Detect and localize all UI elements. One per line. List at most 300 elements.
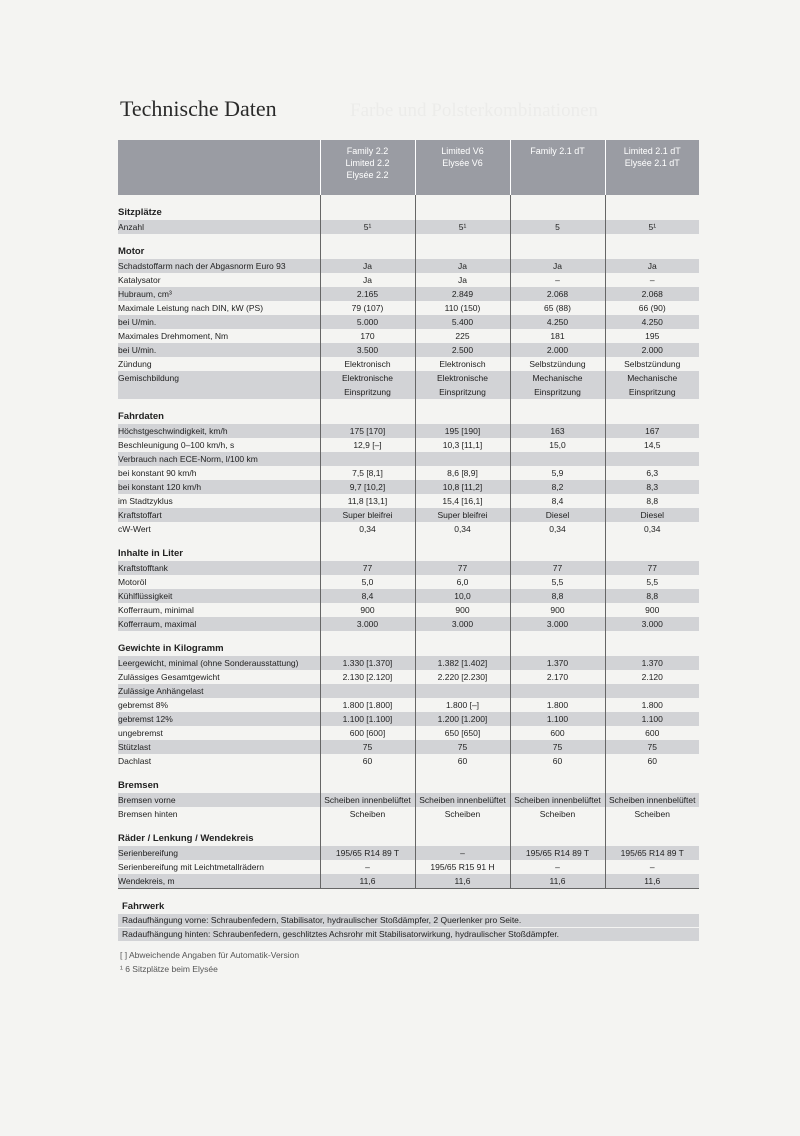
spec-value <box>320 452 415 466</box>
spec-value: 5¹ <box>605 220 699 234</box>
spec-value: 77 <box>415 561 510 575</box>
spec-value: 60 <box>320 754 415 768</box>
spec-label: Wendekreis, m <box>118 874 320 889</box>
spec-label: Serienbereifung <box>118 846 320 860</box>
section-blank-cell <box>320 245 415 259</box>
spec-value: 1.800 <box>605 698 699 712</box>
spec-value: 1.370 <box>510 656 605 670</box>
spec-label: Anzahl <box>118 220 320 234</box>
section-title: Motor <box>118 246 145 257</box>
spec-row <box>118 793 699 807</box>
section-header-row <box>118 206 699 220</box>
section-blank-cell <box>605 245 699 259</box>
section-blank-cell <box>605 206 699 220</box>
spec-row <box>118 807 699 821</box>
spacer-row <box>118 234 699 245</box>
spec-value: 11,6 <box>320 874 415 889</box>
spacer-cell <box>510 821 605 832</box>
spec-value: 66 (90) <box>605 301 699 315</box>
spec-value: 8,8 <box>605 494 699 508</box>
spec-value <box>415 684 510 698</box>
spec-value: 5¹ <box>415 220 510 234</box>
spacer-cell <box>118 195 320 206</box>
spec-value: 900 <box>605 603 699 617</box>
spec-row <box>118 273 699 287</box>
spec-value <box>605 684 699 698</box>
spacer-cell <box>605 631 699 642</box>
spec-value: Selbstzündung <box>605 357 699 371</box>
spacer-cell <box>320 399 415 410</box>
section-blank-cell <box>605 410 699 424</box>
spec-value: 0,34 <box>605 522 699 536</box>
spec-value: 75 <box>320 740 415 754</box>
spec-value: 77 <box>320 561 415 575</box>
fahrwerk-block <box>118 900 699 941</box>
spec-value: 8,3 <box>605 480 699 494</box>
section-header-row <box>118 642 699 656</box>
spec-value: Mechanische Einspritzung <box>605 371 699 399</box>
section-title: Räder / Lenkung / Wendekreis <box>118 833 254 844</box>
spec-value <box>415 452 510 466</box>
spec-value: Scheiben <box>510 807 605 821</box>
spec-label: Katalysator <box>118 275 161 285</box>
spacer-cell <box>320 234 415 245</box>
spacer-cell <box>320 536 415 547</box>
spacer-row <box>118 399 699 410</box>
spec-value: Elektronische Einspritzung <box>415 371 510 399</box>
spec-value: 60 <box>415 754 510 768</box>
spec-value: 1.382 [1.402] <box>415 656 510 670</box>
spec-value: 8,4 <box>510 494 605 508</box>
spec-value: Super bleifrei <box>320 508 415 522</box>
spacer-cell <box>118 399 320 410</box>
spec-value: Diesel <box>510 508 605 522</box>
spec-value: Super bleifrei <box>415 508 510 522</box>
section-blank-cell <box>605 832 699 846</box>
section-blank-cell <box>510 547 605 561</box>
spec-value: 5.000 <box>320 315 415 329</box>
section-header-row <box>118 779 699 793</box>
spec-value: 8,8 <box>510 589 605 603</box>
spec-label: Stützlast <box>118 740 320 754</box>
spec-value: 1.800 [–] <box>415 698 510 712</box>
spec-value: Scheiben innenbelüftet <box>510 793 605 807</box>
header-col-2-line: Elysée V6 <box>442 158 483 168</box>
spec-value: 167 <box>605 424 699 438</box>
header-col-1-line: Limited 2.2 <box>345 158 390 168</box>
spec-value: 2.220 [2.230] <box>415 670 510 684</box>
spec-value: 79 (107) <box>320 301 415 315</box>
spec-value: 1.370 <box>605 656 699 670</box>
section-blank-cell <box>415 410 510 424</box>
spec-value: Elektronisch <box>415 357 510 371</box>
spec-value: 110 (150) <box>415 301 510 315</box>
spec-value: 11,6 <box>605 874 699 889</box>
spec-value: 1.100 <box>510 712 605 726</box>
spec-value: 15,0 <box>510 438 605 452</box>
spacer-cell <box>605 234 699 245</box>
spacer-cell <box>415 399 510 410</box>
spec-row <box>118 698 699 712</box>
section-header-row <box>118 245 699 259</box>
section-title: Sitzplätze <box>118 207 162 218</box>
spec-value: 10,8 [11,2] <box>415 480 510 494</box>
spec-row <box>118 575 699 589</box>
spec-value: 60 <box>510 754 605 768</box>
spec-row <box>118 670 699 684</box>
spacer-cell <box>605 821 699 832</box>
page-title: Technische Daten <box>120 96 277 121</box>
spec-row <box>118 371 699 399</box>
spec-label: Schadstoffarm nach der Abgasnorm Euro 93 <box>118 259 320 273</box>
spec-value: 170 <box>320 329 415 343</box>
spec-value: 5,0 <box>320 575 415 589</box>
spacer-cell <box>605 195 699 206</box>
section-blank-cell <box>510 245 605 259</box>
spec-row <box>118 287 699 301</box>
spec-value: Scheiben <box>415 807 510 821</box>
spacer-cell <box>320 195 415 206</box>
spec-label: Hubraum, cm³ <box>118 287 320 301</box>
spec-label: Höchstgeschwindigkeit, km/h <box>118 424 320 438</box>
spec-value: Scheiben innenbelüftet <box>320 793 415 807</box>
spec-value: 8,4 <box>320 589 415 603</box>
spacer-row <box>118 536 699 547</box>
spec-value: 0,34 <box>510 522 605 536</box>
spec-value: 195/65 R14 89 T <box>605 846 699 860</box>
spec-value: 5 <box>510 220 605 234</box>
ghost-title: Farbe und Polsterkombinationen <box>350 100 599 121</box>
spacer-cell <box>415 821 510 832</box>
spec-value: Elektronisch <box>320 357 415 371</box>
spec-value: 225 <box>415 329 510 343</box>
spec-value: 10,0 <box>415 589 510 603</box>
spec-row <box>118 259 699 273</box>
spec-value: 2.130 [2.120] <box>320 670 415 684</box>
spec-value: 600 <box>510 726 605 740</box>
spec-value: 0,34 <box>320 522 415 536</box>
spec-label: Serienbereifung mit Leichtmetallrädern <box>118 862 264 872</box>
spacer-row <box>118 768 699 779</box>
spec-label: ungebremst <box>118 728 163 738</box>
spec-row <box>118 494 699 508</box>
footnote-elysee: ¹ 6 Sitzplätze beim Elysée <box>120 964 218 974</box>
spec-label: bei konstant 120 km/h <box>118 480 320 494</box>
section-blank-cell <box>320 547 415 561</box>
spec-value: 9,7 [10,2] <box>320 480 415 494</box>
section-blank-cell <box>510 410 605 424</box>
spec-value: – <box>605 860 699 874</box>
spec-value: 2.068 <box>510 287 605 301</box>
spec-label: Beschleunigung 0–100 km/h, s <box>118 440 235 450</box>
spec-value: 163 <box>510 424 605 438</box>
spec-value: – <box>415 846 510 860</box>
spec-row <box>118 480 699 494</box>
spec-value: 3.000 <box>605 617 699 631</box>
header-col-4 <box>605 140 699 195</box>
spec-label: Kraftstoffart <box>118 508 320 522</box>
spec-value: Selbstzündung <box>510 357 605 371</box>
section-blank-cell <box>320 410 415 424</box>
spec-row <box>118 452 699 466</box>
spec-value: 1.200 [1.200] <box>415 712 510 726</box>
spacer-cell <box>605 399 699 410</box>
spec-value: 2.849 <box>415 287 510 301</box>
section-blank-cell <box>320 642 415 656</box>
spec-value: 8,6 [8,9] <box>415 466 510 480</box>
section-title: Bremsen <box>118 780 159 791</box>
spec-label: im Stadtzyklus <box>118 496 173 506</box>
spec-value: 1.330 [1.370] <box>320 656 415 670</box>
section-blank-cell <box>320 206 415 220</box>
spec-value: 10,3 [11,1] <box>415 438 510 452</box>
spec-value: 181 <box>510 329 605 343</box>
section-blank-cell <box>605 779 699 793</box>
spec-value: 12,9 [–] <box>320 438 415 452</box>
spec-label: Gemischbildung <box>118 371 320 399</box>
header-col-4-line: Limited 2.1 dT <box>623 146 681 156</box>
fahrwerk-title: Fahrwerk <box>122 901 165 912</box>
spec-value: 11,8 [13,1] <box>320 494 415 508</box>
section-blank-cell <box>415 642 510 656</box>
spec-label: gebremst 8% <box>118 700 169 710</box>
spec-label: Maximale Leistung nach DIN, kW (PS) <box>118 303 264 313</box>
spec-value: 6,0 <box>415 575 510 589</box>
spec-row <box>118 589 699 603</box>
spec-value: 4.250 <box>510 315 605 329</box>
spec-value: 195/65 R14 89 T <box>320 846 415 860</box>
spec-value: 195 [190] <box>415 424 510 438</box>
section-blank-cell <box>415 206 510 220</box>
section-header-row <box>118 410 699 424</box>
fahrwerk-line-front: Radaufhängung vorne: Schraubenfedern, Stabilisator, hydraulischer Stoßdämpfer, 2 Querlenker pro Seite. <box>118 914 699 927</box>
spec-label: bei konstant 90 km/h <box>118 468 197 478</box>
spec-value: 650 [650] <box>415 726 510 740</box>
section-blank-cell <box>510 206 605 220</box>
spec-row <box>118 357 699 371</box>
spec-value: – <box>605 273 699 287</box>
spec-value: 900 <box>320 603 415 617</box>
spacer-cell <box>320 768 415 779</box>
spec-label: Kraftstofftank <box>118 561 320 575</box>
spec-value: 2.000 <box>605 343 699 357</box>
spacer-row <box>118 631 699 642</box>
spec-value: 900 <box>510 603 605 617</box>
spec-value: 600 [600] <box>320 726 415 740</box>
spec-row <box>118 315 699 329</box>
spec-value: Ja <box>415 259 510 273</box>
spec-value <box>510 684 605 698</box>
spec-row <box>118 329 699 343</box>
header-label-cell <box>118 140 320 195</box>
spec-value: 60 <box>605 754 699 768</box>
spec-value: 5,9 <box>510 466 605 480</box>
spec-row <box>118 874 699 889</box>
spec-value: 11,6 <box>510 874 605 889</box>
spec-value: 2.068 <box>605 287 699 301</box>
spacer-cell <box>118 536 320 547</box>
spacer-cell <box>118 821 320 832</box>
spec-value: 75 <box>605 740 699 754</box>
spacer-cell <box>320 821 415 832</box>
spec-value <box>605 452 699 466</box>
spec-row <box>118 754 699 768</box>
spacer-row <box>118 195 699 206</box>
spec-label: Zündung <box>118 359 152 369</box>
header-col-1-line: Elysée 2.2 <box>346 170 389 180</box>
spec-label: bei U/min. <box>118 343 320 357</box>
spec-value: 11,6 <box>415 874 510 889</box>
section-header-row <box>118 547 699 561</box>
spec-value: 1.100 <box>605 712 699 726</box>
section-blank-cell <box>605 642 699 656</box>
spec-row <box>118 603 699 617</box>
spacer-cell <box>510 399 605 410</box>
spec-value: Ja <box>320 273 415 287</box>
header-col-1-line: Family 2.2 <box>346 146 389 156</box>
spec-value: Scheiben innenbelüftet <box>415 793 510 807</box>
spec-value: Ja <box>605 259 699 273</box>
spacer-cell <box>415 234 510 245</box>
spec-row <box>118 617 699 631</box>
spec-value: 3.000 <box>510 617 605 631</box>
spec-row <box>118 684 699 698</box>
spec-value: Elektronische Einspritzung <box>320 371 415 399</box>
spec-label: Verbrauch nach ECE-Norm, l/100 km <box>118 452 320 466</box>
spec-label: Zulässiges Gesamtgewicht <box>118 672 220 682</box>
section-title: Gewichte in Kilogramm <box>118 643 224 654</box>
spec-label: Zulässige Anhängelast <box>118 684 320 698</box>
spec-value: 3.500 <box>320 343 415 357</box>
spec-label: gebremst 12% <box>118 712 320 726</box>
spacer-cell <box>415 536 510 547</box>
spec-value: 1.800 [1.800] <box>320 698 415 712</box>
spacer-cell <box>320 631 415 642</box>
section-blank-cell <box>415 779 510 793</box>
spec-value: Diesel <box>605 508 699 522</box>
spec-value: 7,5 [8,1] <box>320 466 415 480</box>
section-blank-cell <box>605 547 699 561</box>
spec-value: 2.000 <box>510 343 605 357</box>
section-header-row <box>118 832 699 846</box>
spec-label: Bremsen vorne <box>118 793 320 807</box>
spec-value: 8,8 <box>605 589 699 603</box>
section-blank-cell <box>320 779 415 793</box>
spec-row <box>118 522 699 536</box>
spec-row <box>118 656 699 670</box>
spacer-cell <box>510 195 605 206</box>
spec-row <box>118 343 699 357</box>
section-blank-cell <box>415 832 510 846</box>
spec-value: 75 <box>415 740 510 754</box>
spec-label: Motoröl <box>118 577 147 587</box>
header-col-1 <box>320 140 415 195</box>
spec-value: 0,34 <box>415 522 510 536</box>
spacer-cell <box>510 536 605 547</box>
spec-row <box>118 846 699 860</box>
spec-row <box>118 740 699 754</box>
spacer-cell <box>510 631 605 642</box>
spec-value: 5,5 <box>605 575 699 589</box>
spec-label: cW-Wert <box>118 524 151 534</box>
spec-row <box>118 466 699 480</box>
spec-label: Kofferraum, maximal <box>118 617 320 631</box>
spec-table <box>118 140 699 889</box>
spec-row <box>118 220 699 234</box>
spec-row <box>118 424 699 438</box>
spacer-cell <box>118 234 320 245</box>
spec-row <box>118 726 699 740</box>
spec-value: 2.500 <box>415 343 510 357</box>
footnotes <box>120 948 299 976</box>
spacer-cell <box>605 768 699 779</box>
section-blank-cell <box>510 832 605 846</box>
spec-label: Kofferraum, minimal <box>118 605 194 615</box>
spacer-cell <box>415 195 510 206</box>
spec-value: 900 <box>415 603 510 617</box>
spacer-cell <box>118 768 320 779</box>
footnote-automatik: [ ] Abweichende Angaben für Automatik-Version <box>120 950 300 960</box>
spec-row <box>118 301 699 315</box>
spacer-row <box>118 821 699 832</box>
spec-value <box>510 452 605 466</box>
spec-value: 195/65 R15 91 H <box>415 860 510 874</box>
spec-value: Scheiben <box>320 807 415 821</box>
section-blank-cell <box>415 245 510 259</box>
spec-value: 65 (88) <box>510 301 605 315</box>
spec-value: 5,5 <box>510 575 605 589</box>
spec-label: Maximales Drehmoment, Nm <box>118 331 229 341</box>
spec-label: Dachlast <box>118 756 152 766</box>
spec-value: Scheiben <box>605 807 699 821</box>
spacer-cell <box>415 631 510 642</box>
spec-value: 195/65 R14 89 T <box>510 846 605 860</box>
spec-value: Ja <box>320 259 415 273</box>
spec-value: 1.800 <box>510 698 605 712</box>
spec-value: 8,2 <box>510 480 605 494</box>
spacer-cell <box>118 631 320 642</box>
spec-value: 14,5 <box>605 438 699 452</box>
header-col-3 <box>510 140 605 195</box>
spec-value: 600 <box>605 726 699 740</box>
spec-value: Mechanische Einspritzung <box>510 371 605 399</box>
spec-value: 5¹ <box>320 220 415 234</box>
spec-value: 15,4 [16,1] <box>415 494 510 508</box>
spec-row <box>118 561 699 575</box>
spec-value: 2.120 <box>605 670 699 684</box>
spec-value: 2.170 <box>510 670 605 684</box>
spec-value: 2.165 <box>320 287 415 301</box>
spec-value <box>320 684 415 698</box>
spacer-cell <box>415 768 510 779</box>
spec-value: 4.250 <box>605 315 699 329</box>
spec-value: – <box>510 273 605 287</box>
section-title: Fahrdaten <box>118 411 164 422</box>
header-col-3-line: Family 2.1 dT <box>530 146 585 156</box>
spec-value: 3.000 <box>320 617 415 631</box>
section-blank-cell <box>415 547 510 561</box>
spec-value: 77 <box>605 561 699 575</box>
section-blank-cell <box>510 779 605 793</box>
spec-label: Kühlflüssigkeit <box>118 589 320 603</box>
spec-value: 175 [170] <box>320 424 415 438</box>
spec-row <box>118 712 699 726</box>
section-blank-cell <box>510 642 605 656</box>
spec-value: Ja <box>510 259 605 273</box>
fahrwerk-line-rear: Radaufhängung hinten: Schraubenfedern, geschlitztes Achsrohr mit Stabilisatorwirkung, hydraulischer Stoßdämpfer. <box>118 928 699 941</box>
spacer-cell <box>510 768 605 779</box>
spec-value: 77 <box>510 561 605 575</box>
